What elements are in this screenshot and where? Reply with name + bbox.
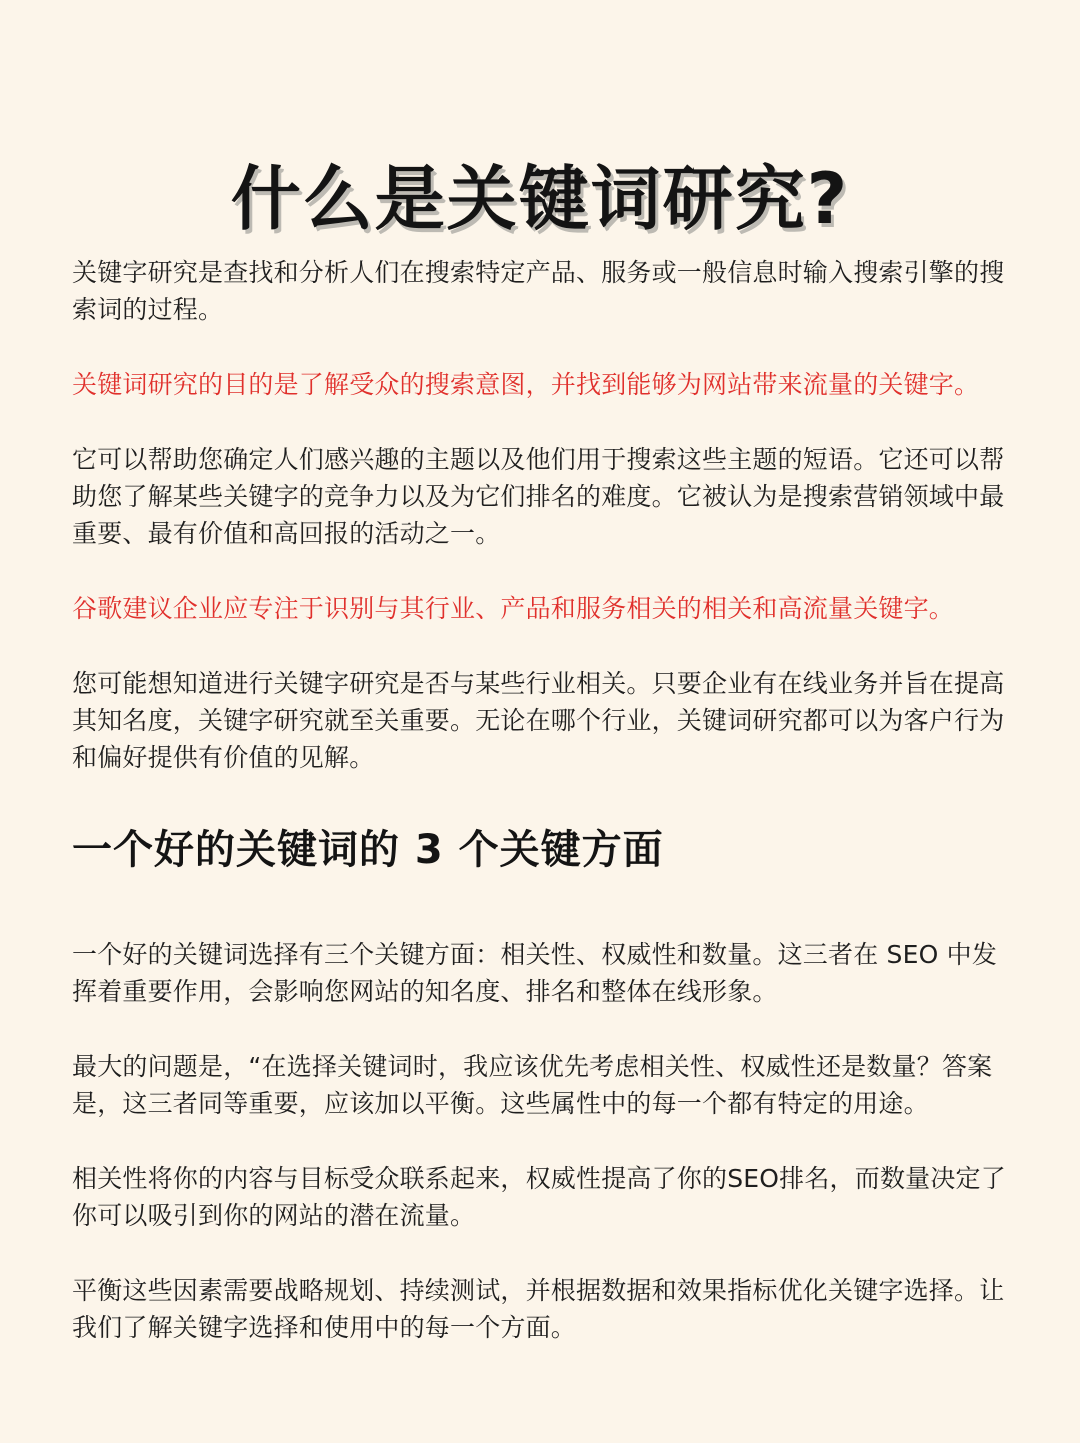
question-paragraph: 最大的问题是，“在选择关键词时，我应该优先考虑相关性、权威性还是数量？答案是，这三者同等重要，应该加以平衡。这些属性中的每一个都有特定的用途。 — [72, 1052, 993, 1118]
intro-paragraph: 关键字研究是查找和分析人们在搜索特定产品、服务或一般信息时输入搜索引擎的搜索词的过程。 — [72, 258, 1005, 324]
aspects-paragraph: 一个好的关键词选择有三个关键方面：相关性、权威性和数量。这三者在 SEO 中发挥着重要作用，会影响您网站的知名度、排名和整体在线形象。 — [72, 940, 998, 1006]
page-title: 什么是关键词研究? — [230, 157, 850, 240]
section-heading: 一个好的关键词的 3 个关键方面 — [72, 827, 664, 873]
highlight-paragraph-purpose: 关键词研究的目的是了解受众的搜索意图，并找到能够为网站带来流量的关键字。 — [72, 370, 980, 399]
benefit-paragraph: 它可以帮助您确定人们感兴趣的主题以及他们用于搜索这些主题的短语。它还可以帮助您了解某些关键字的竞争力以及为它们排名的难度。它被认为是搜索营销领域中最重要、最有价值和高回报的活动之一。 — [72, 445, 1005, 548]
relevance-paragraph: 相关性将你的内容与目标受众联系起来，权威性提高了你的SEO排名，而数量决定了你可以吸引到你的网站的潜在流量。 — [72, 1164, 1006, 1230]
balance-paragraph: 平衡这些因素需要战略规划、持续测试，并根据数据和效果指标优化关键字选择。让我们了解关键字选择和使用中的每一个方面。 — [72, 1276, 1005, 1342]
industry-paragraph: 您可能想知道进行关键字研究是否与某些行业相关。只要企业有在线业务并旨在提高其知名度，关键字研究就至关重要。无论在哪个行业，关键词研究都可以为客户行为和偏好提供有价值的见解。 — [72, 669, 1005, 772]
highlight-paragraph-google: 谷歌建议企业应专注于识别与其行业、产品和服务相关的相关和高流量关键字。 — [72, 594, 955, 623]
